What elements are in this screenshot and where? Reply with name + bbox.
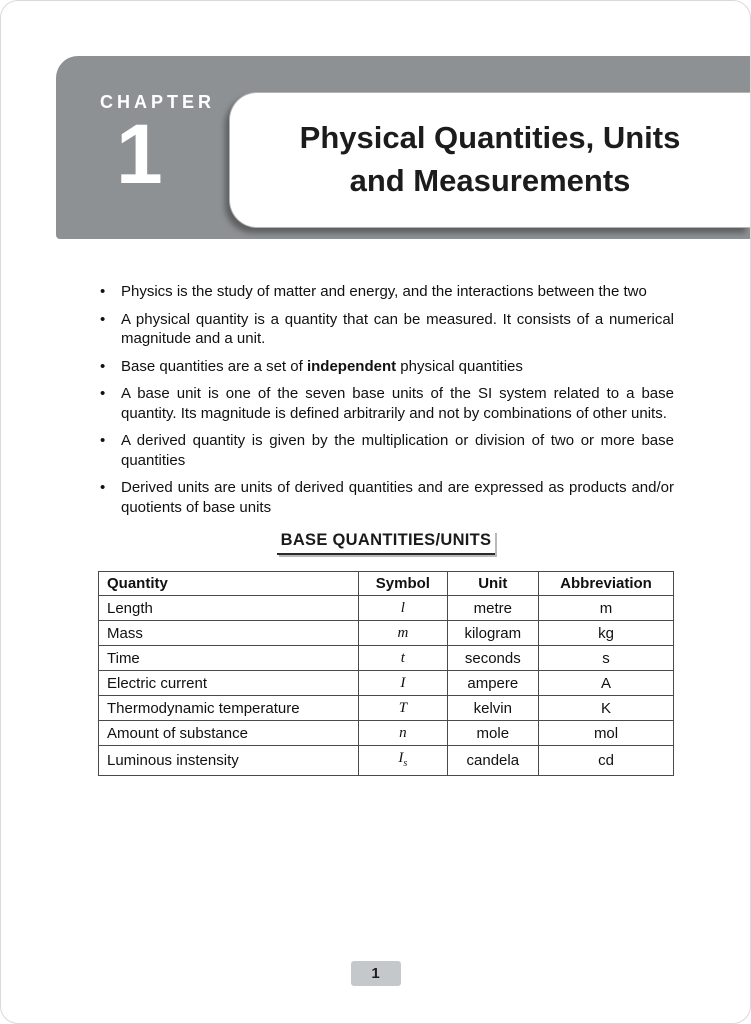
table-row [99,746,674,776]
table-row [99,696,674,721]
bullet-item [98,357,674,377]
symbol-text: I [400,675,406,691]
bullet-text: A base unit is one of the seven base units of the SI system related to a base quantity. Its magnitude is defined arbitrarily and not by combinations of other units. [121,385,674,422]
symbol-text: t [400,650,405,666]
cell-symbol [359,671,447,696]
table-header-row [99,572,674,596]
cell-quantity: Thermodynamic temperature [99,696,359,721]
symbol-text: T [398,700,408,716]
bullet-text: A physical quantity is a quantity that can be measured. It consists of a numerical magnitude and a unit. [121,310,674,347]
bullet-text-post: physical quantities [396,357,523,375]
cell-unit: ampere [447,671,538,696]
section-heading-wrap [98,531,674,555]
cell-quantity: Electric current [99,671,359,696]
header-quantity: Quantity [99,572,359,596]
chapter-banner [56,56,750,239]
cell-abbreviation: s [539,646,674,671]
symbol-text [398,750,408,769]
cell-abbreviation: m [539,596,674,621]
chapter-label: CHAPTER [100,92,216,112]
bullet-text: Physics is the study of matter and energy, and the interactions between the two [121,283,647,300]
cell-symbol [359,746,447,776]
cell-unit: metre [447,596,538,621]
cell-abbreviation: K [539,696,674,721]
table-row [99,721,674,746]
cell-symbol [359,696,447,721]
bullet-item [98,431,674,470]
table-row [99,671,674,696]
cell-quantity: Time [99,646,359,671]
cell-symbol [359,596,447,621]
cell-abbreviation: A [539,671,674,696]
page-content [98,282,674,776]
table-row [99,621,674,646]
cell-unit: candela [447,746,538,776]
cell-quantity: Mass [99,621,359,646]
bullet-text: Derived units are units of derived quantities and are expressed as products and/or quotients of base units [121,479,674,516]
page-number-badge [351,961,401,986]
symbol-text: n [399,725,407,741]
cell-abbreviation: cd [539,746,674,776]
bullet-item [98,478,674,517]
cell-quantity: Luminous instensity [99,746,359,776]
header-symbol: Symbol [359,572,447,596]
bullet-item [98,282,674,302]
cell-symbol [359,721,447,746]
section-heading: BASE QUANTITIES/UNITS [277,531,496,555]
cell-unit: kilogram [447,621,538,646]
cell-unit: mole [447,721,538,746]
cell-abbreviation: kg [539,621,674,646]
bullet-text-pre: Base quantities are a set of [121,357,307,375]
bullet-list [98,282,674,517]
cell-symbol [359,621,447,646]
symbol-subscript: s [403,758,408,769]
chapter-title-line-1: Physical Quantities, Units [299,120,681,156]
base-quantities-table [98,571,674,776]
cell-abbreviation: mol [539,721,674,746]
cell-quantity: Amount of substance [99,721,359,746]
bullet-item [98,310,674,349]
chapter-number: 1 [116,107,163,201]
bullet-item [98,384,674,423]
bullet-text-bold: independent [306,357,397,375]
symbol-text: m [397,625,409,641]
header-unit: Unit [447,572,538,596]
cell-unit: seconds [447,646,538,671]
table-row [99,646,674,671]
symbol-base: I [398,750,404,766]
cell-quantity: Length [99,596,359,621]
symbol-text: l [400,600,405,616]
page-number: 1 [371,965,380,982]
chapter-title-line-2: and Measurements [349,163,631,198]
bullet-text: A derived quantity is given by the multiplication or division of two or more base quantities [121,432,674,469]
chapter-title-box [229,92,750,228]
cell-symbol [359,646,447,671]
cell-unit: kelvin [447,696,538,721]
table-row [99,596,674,621]
header-abbreviation: Abbreviation [539,572,674,596]
